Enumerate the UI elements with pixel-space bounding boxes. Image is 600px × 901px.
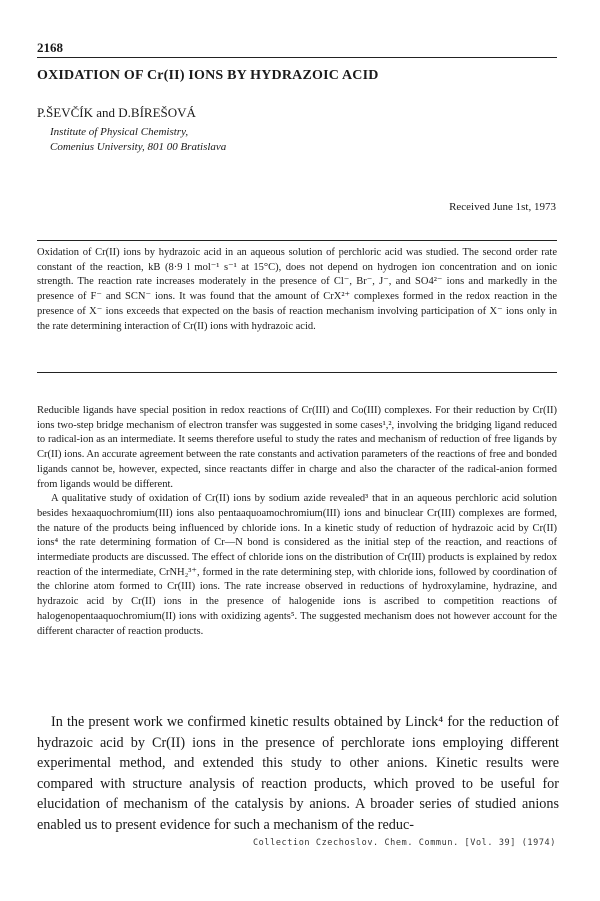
abstract-bottom-rule [37, 372, 557, 373]
main-text [37, 712, 559, 835]
article-authors: P.ŠEVČÍK and D.BÍREŠOVÁ [37, 105, 196, 120]
abstract-text: Oxidation of Cr(II) ions by hydrazoic acid in an aqueous solution of perchloric acid was studied. The second order rate constant of the reaction, kB (8·9 l mol⁻¹ s⁻¹ at 15°C), does not depend on hydrogen ion concentration and on ionic strength. The reaction rate increases moderately in the presence of Cl⁻, Br⁻, J⁻, and SO4²⁻ ions and markedly in the presence of F⁻ and SCN⁻ ions. It was found that the amount of CrX²⁺ complexes formed in the redox reaction in the presence of X⁻ ions exceeds that expected on the basis of reaction mechanism involving participation of X⁻ ions only in the rate determining interaction of Cr(II) ions with hydrazoic acid. [37, 247, 557, 332]
affiliation-institute: Institute of Physical Chemistry, [50, 126, 189, 138]
abstract [37, 246, 557, 334]
intro-paragraph-2: A qualitative study of oxidation of Cr(II) ions by sodium azide revealed³ that in an aqueous perchloric acid solution besides hexaaquochromium(III) ions also pentaaquoamochromium(III) ions and binuclear Cr(III) complexes are formed, the nature of the products being influenced by chloride ions. In a kinetic study of reduction of hydrazoic acid by Cr(II) ions⁴ the rate determining formation of Cr—N bond is considered as the initial step of the reaction, and reactions of intermediate products are discussed. The effect of chloride ions on the distribution of Cr(III) products is explained by redox reaction of the intermediate, CrNH₂³⁺, formed in the rate determining step, with chloride ions, followed by coordination of the chlorine atom formed to Cr(III) ions. The rate increase observed in reductions of hydroxylamine, hydrazine, and hydrazoic acid by Cr(II) ions in the presence of halogenide ions is ascribed to competition reactions of halogenopentaaquochromium(II) ions with oxidizing agents⁵. The suggested mechanism does not however account for the different character of reaction products. [37, 493, 557, 637]
abstract-top-rule [37, 240, 557, 241]
article-title: OXIDATION OF Cr(II) IONS BY HYDRAZOIC ACID [37, 68, 379, 83]
main-paragraph-1: In the present work we confirmed kinetic results obtained by Linck⁴ for the reduction of hydrazoic acid by Cr(II) ions in the presence of perchlorate ions employing different experimental method, and extended this study to other anions. Kinetic results were compared with structure analysis of reaction products, which proved to be useful for elucidation of mechanism of the catalysis by anions. A broader series of studied anions enabled us to present evidence for such a mechanism of the reduc- [37, 714, 559, 833]
intro-paragraph-1: Reducible ligands have special position in redox reactions of Cr(III) and Co(III) complexes. For their reduction by Cr(II) ions two-step bridge mechanism of electron transfer was suggested in some cases¹,², involving the bridging ligand reduced to radical-ion as an intermediate. It seems therefore useful to study the rates and mechanism of reduction of free ligands by Cr(II) ions. An accurate agreement between the rate constants and activation parameters of the reactions of free and bonded ligands cannot be, however, expected, since reactants differ in charge and also the character of the radical-anion formed from ligands would be different. [37, 405, 557, 490]
received-date: Received June 1st, 1973 [449, 201, 556, 213]
page-number: 2168 [37, 40, 63, 55]
affiliation-university: Comenius University, 801 00 Bratislava [50, 141, 227, 153]
introduction [37, 404, 557, 639]
journal-citation-footer: Collection Czechoslov. Chem. Commun. [Vol. 39] (1974) [252, 838, 556, 848]
header-rule [37, 57, 557, 58]
